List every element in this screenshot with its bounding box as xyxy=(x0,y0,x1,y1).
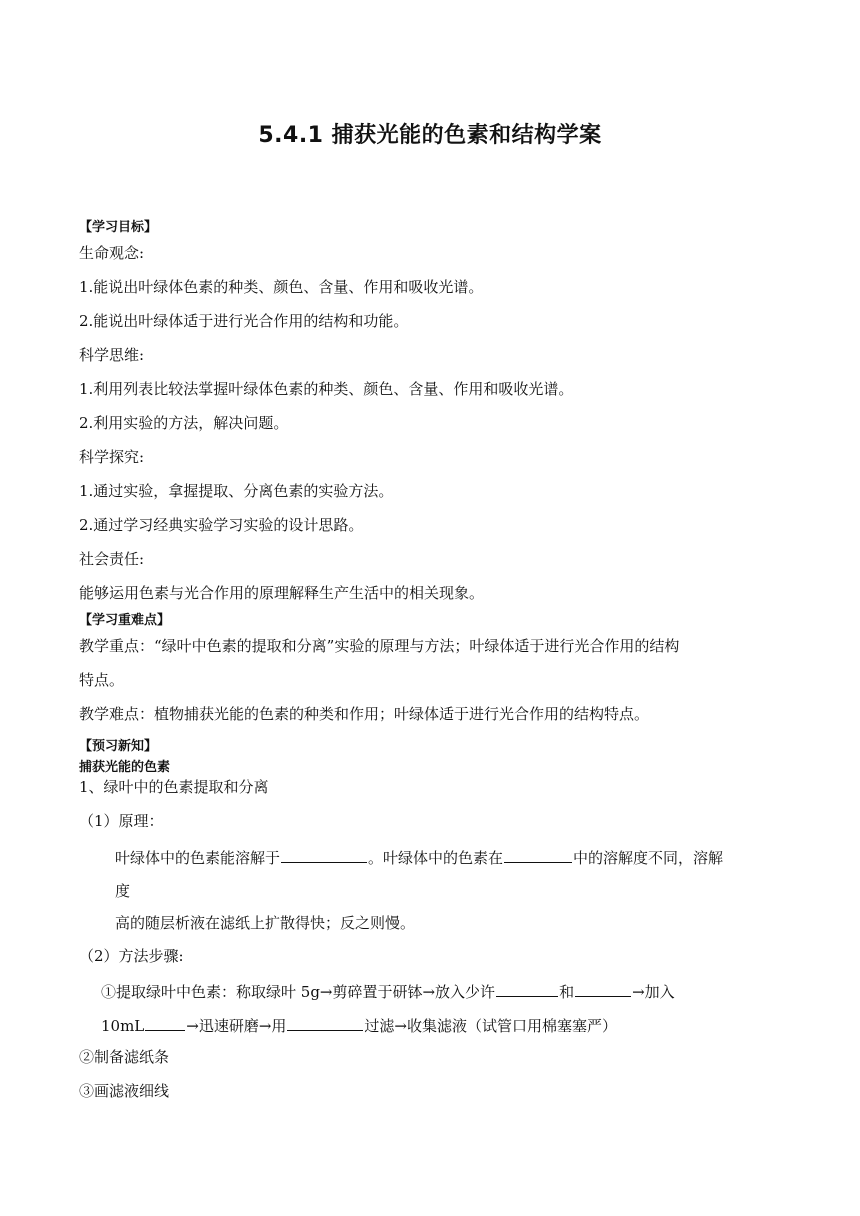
step1-line-cont: 10mL →迅速研磨→用 过滤→收集滤液（试管口用棉塞塞严） xyxy=(101,1014,617,1037)
method-label: （2）方法步骤: xyxy=(79,947,184,965)
principle-line: 高的随层析液在滤纸上扩散得快；反之则慢。 xyxy=(115,914,416,932)
objective-item: 1.利用列表比较法掌握叶绿体色素的种类、颜色、含量、作用和吸收光谱。 xyxy=(79,380,574,398)
fill-blank[interactable] xyxy=(145,1014,185,1031)
key-point-line: 教学重点：“绿叶中色素的提取和分离”实验的原理与方法；叶绿体适于进行光合作用的结构 xyxy=(79,637,680,655)
group-label-responsibility: 社会责任: xyxy=(79,550,145,568)
principle-wrap: 度 xyxy=(115,882,131,900)
group-label-thinking: 科学思维: xyxy=(79,346,145,364)
item-extraction: 1、绿叶中的色素提取和分离 xyxy=(79,778,269,796)
step2-line: ②制备滤纸条 xyxy=(79,1048,170,1066)
key-point-line: 特点。 xyxy=(79,671,125,689)
principle-label: （1）原理： xyxy=(79,812,164,830)
objective-item: 1.能说出叶绿体色素的种类、颜色、含量、作用和吸收光谱。 xyxy=(79,278,484,296)
subheading-pigments: 捕获光能的色素 xyxy=(79,760,171,775)
objective-item: 能够运用色素与光合作用的原理解释生产生活中的相关现象。 xyxy=(79,584,485,602)
fill-blank[interactable] xyxy=(496,980,558,997)
group-label-life: 生命观念: xyxy=(79,244,145,262)
objective-item: 1.通过实验，拿握提取、分离色素的实验方法。 xyxy=(79,482,394,500)
principle-line: 叶绿体中的色素能溶解于 。叶绿体中的色素在 中的溶解度不同，溶解 xyxy=(115,846,723,869)
step1-line: ①提取绿叶中色素：称取绿叶 5g→剪碎置于研钵→放入少许 和 →加入 xyxy=(101,980,675,1003)
section-heading-objectives: 【学习目标】 xyxy=(79,220,158,235)
objective-item: 2.利用实验的方法，解决问题。 xyxy=(79,414,289,432)
objective-item: 2.通过学习经典实验学习实验的设计思路。 xyxy=(79,516,364,534)
section-heading-keypoints: 【学习重难点】 xyxy=(79,613,171,628)
document-title: 5.4.1 捕获光能的色素和结构学案 xyxy=(258,123,602,148)
objective-item: 2.能说出叶绿体适于进行光合作用的结构和功能。 xyxy=(79,312,409,330)
group-label-inquiry: 科学探究: xyxy=(79,448,145,466)
difficult-point-line: 教学难点：植物捕获光能的色素的种类和作用；叶绿体适于进行光合作用的结构特点。 xyxy=(79,705,650,723)
step3-line: ③画滤液细线 xyxy=(79,1082,170,1100)
fill-blank[interactable] xyxy=(575,980,631,997)
fill-blank[interactable] xyxy=(504,846,572,863)
fill-blank[interactable] xyxy=(281,846,367,863)
section-heading-preview: 【预习新知】 xyxy=(79,739,158,754)
fill-blank[interactable] xyxy=(287,1014,363,1031)
